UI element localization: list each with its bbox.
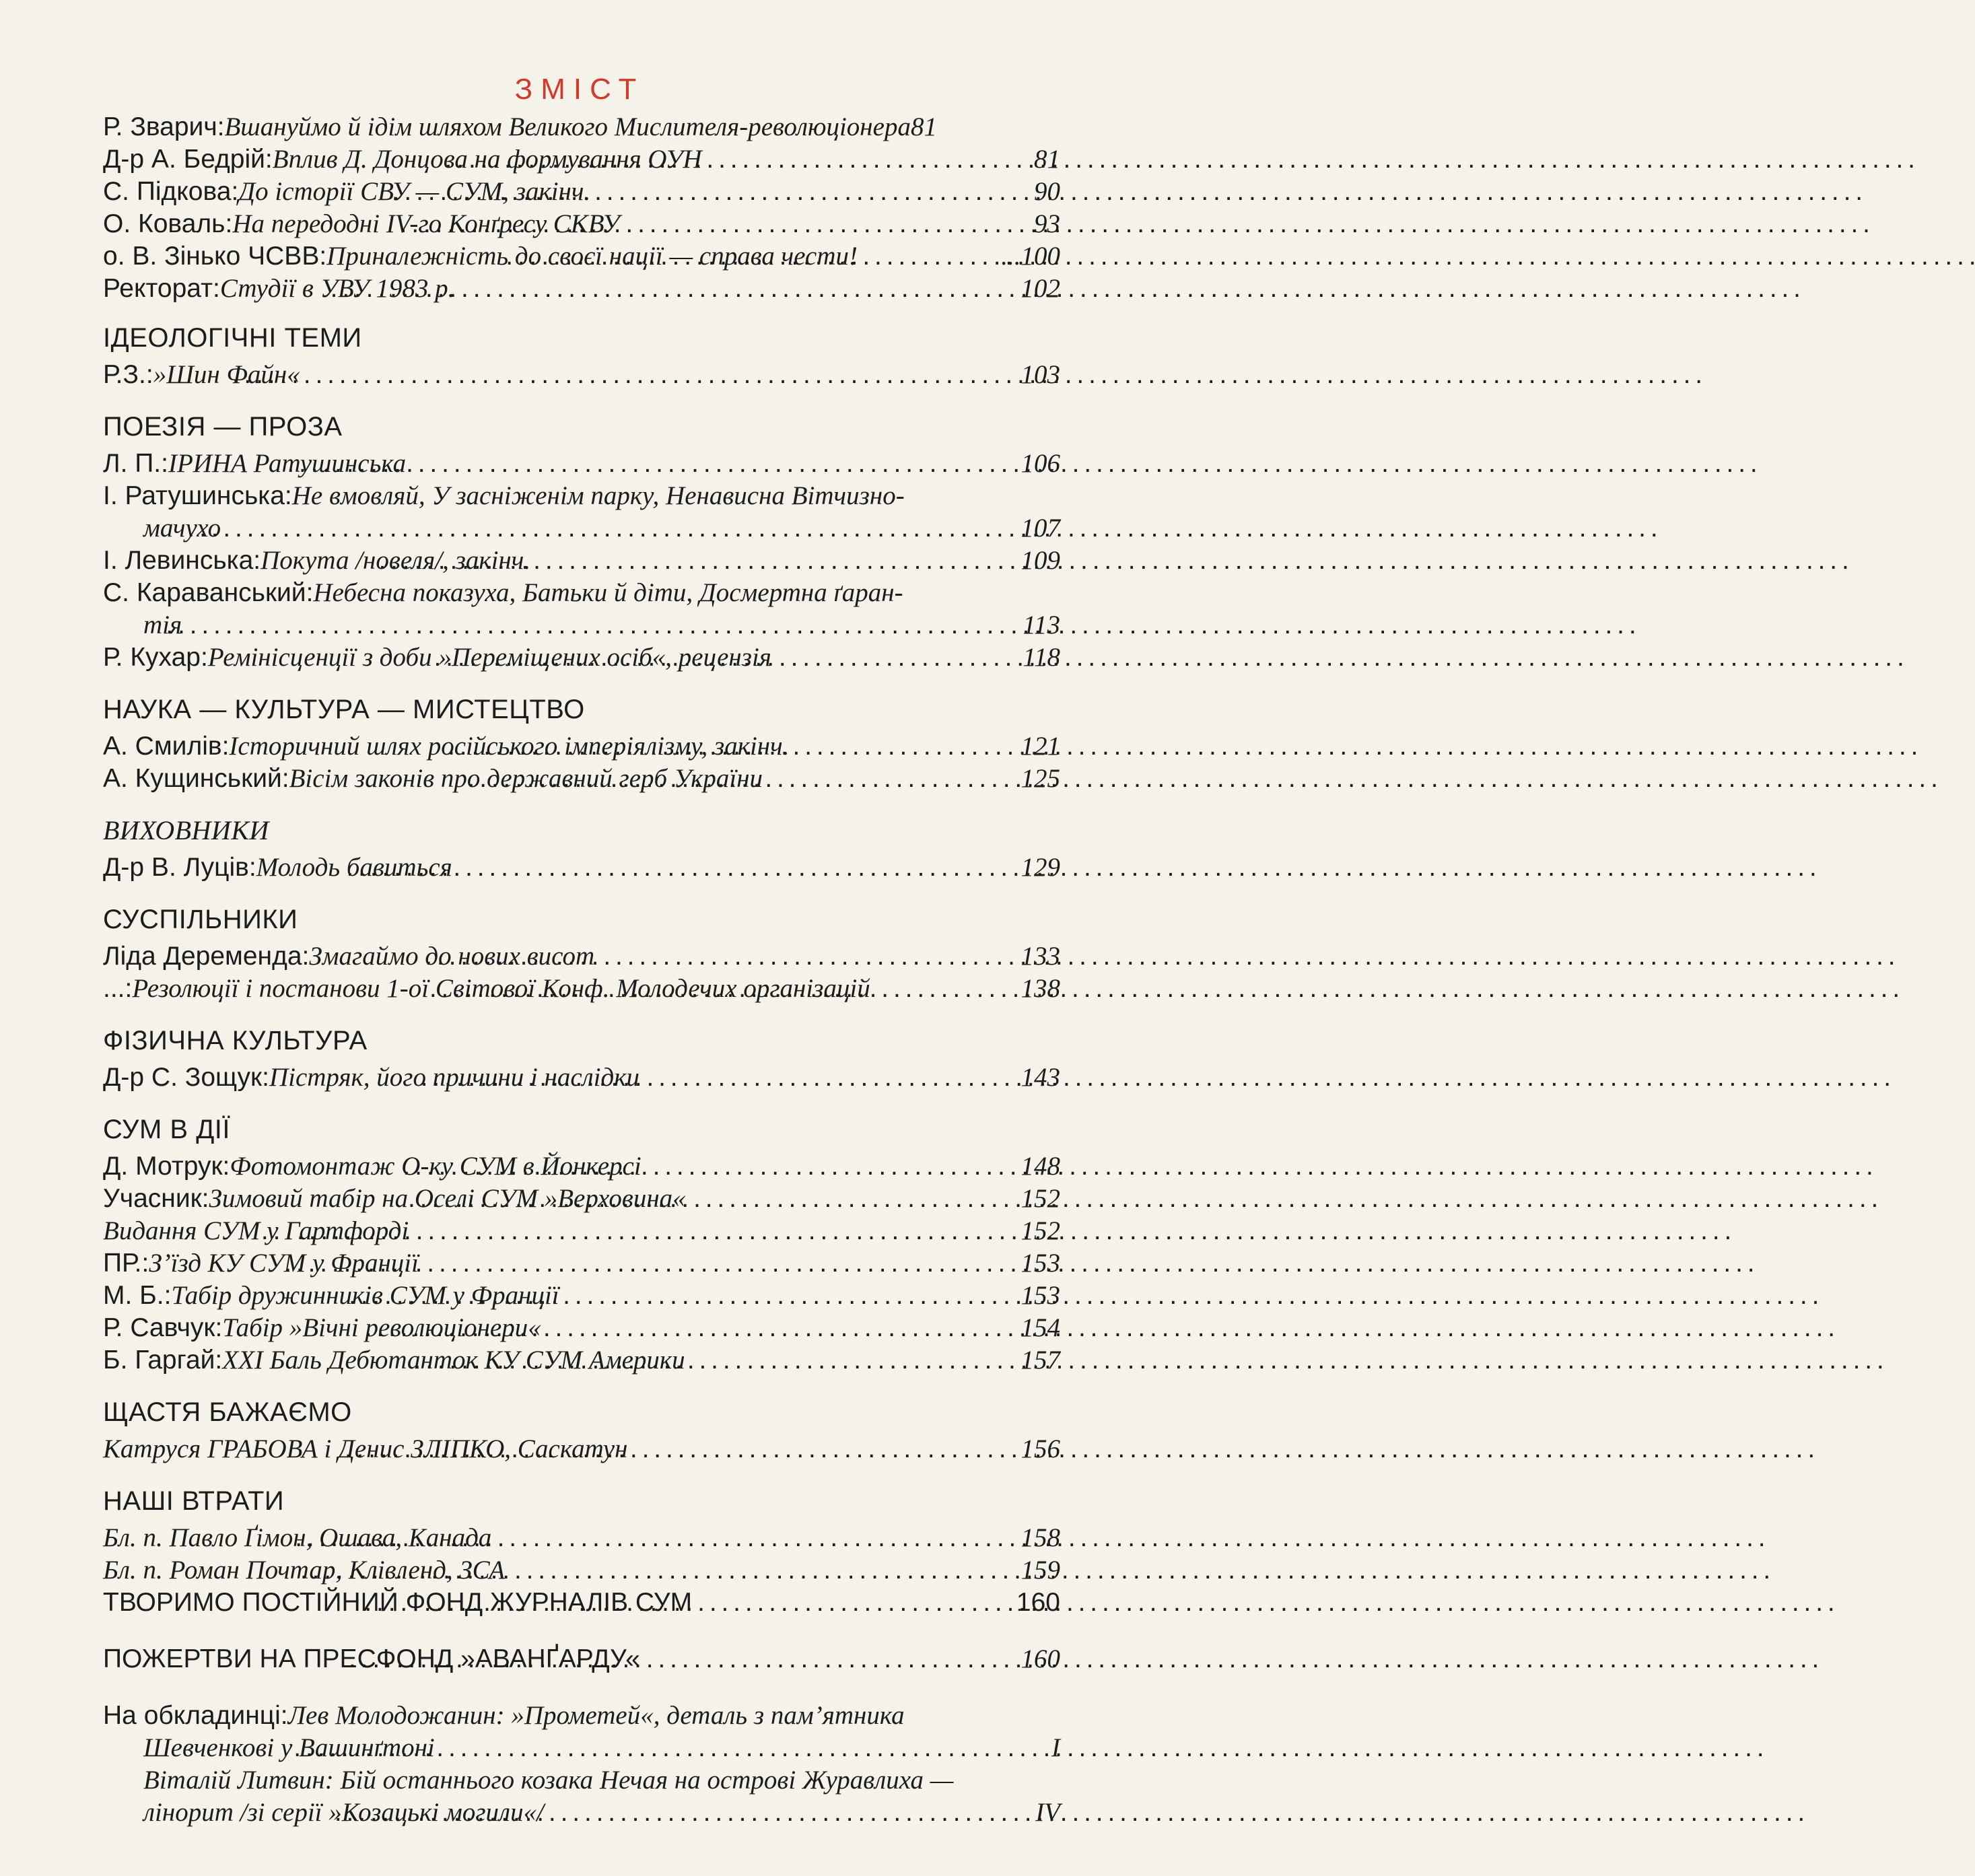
section-heading: ВИХОВНИКИ: [103, 815, 269, 845]
fund-entry: [103, 1587, 1060, 1619]
entry-title: Резолюції і постанови 1-ої Світової Конф. Молодечих організацій: [132, 974, 870, 1003]
toc-entry: [103, 1062, 1060, 1094]
dot-leader: [506, 240, 1001, 273]
entry-author: ...:: [103, 974, 133, 1003]
entry-author: І. Левинська:: [103, 546, 261, 575]
entry-title: Студії в УВУ 1983 р.: [219, 274, 455, 303]
entry-page: 103: [1020, 360, 1060, 389]
entry-title: ІРИНА Ратушинська: [168, 449, 407, 478]
entry-page: 143: [1020, 1063, 1060, 1092]
entry-title: Бл. п. Роман Почтар, Клівленд, ЗСА: [103, 1556, 506, 1585]
toc-entry: [103, 240, 1060, 273]
toc-entry-continuation: [103, 1732, 1060, 1764]
entry-page: 160: [1020, 1644, 1060, 1673]
toc-entry: [103, 1312, 1060, 1344]
toc-entry: [103, 1247, 1060, 1280]
dot-leader: [300, 1554, 1021, 1587]
entry-author: Р. Зварич:: [103, 112, 225, 141]
toc-entry: [103, 1215, 1060, 1247]
entry-page: 109: [1020, 546, 1060, 575]
entry-page: 148: [1020, 1152, 1060, 1181]
section-heading: НАУКА — КУЛЬТУРА — МИСТЕЦТВО: [103, 695, 585, 724]
entry-title: Фотомонтаж О-ку СУМ в Йонкерсі: [230, 1152, 642, 1181]
entry-title: Історичний шлях російського імперіялізму, закінч.: [229, 732, 790, 761]
entry-author: Учасник:: [103, 1184, 209, 1213]
entry-page: 113: [1023, 611, 1060, 639]
toc-entry: [103, 641, 1060, 674]
entry-author: На обкладинці:: [103, 1701, 288, 1730]
entry-page: 152: [1020, 1216, 1060, 1245]
section-heading: ФІЗИЧНА КУЛЬТУРА: [103, 1026, 368, 1055]
entry-page: IV: [1035, 1798, 1060, 1827]
toc-entry: [103, 1554, 1060, 1587]
entry-title: Табір дружинників СУМ у Франції: [171, 1281, 559, 1310]
entry-title-continuation: Шевченкові у Вашинґтоні: [143, 1733, 435, 1762]
entry-page: 90: [1034, 177, 1060, 206]
entry-page: 102: [1020, 274, 1060, 303]
entry-title: »Шин Файн«: [153, 360, 300, 389]
entry-page: I: [1051, 1733, 1060, 1762]
entry-title: Молодь бавиться: [256, 853, 452, 882]
section-heading: ЩАСТЯ БАЖАЄМО: [103, 1397, 352, 1427]
entry-page: 106: [1020, 449, 1060, 478]
entry-title: Бл. п. Павло Ґімон, Ошава, Канада: [103, 1523, 492, 1552]
entry-page: 157: [1020, 1346, 1060, 1375]
entry-title: З’їзд КУ СУМ у Франції: [149, 1249, 419, 1278]
toc-entry: [103, 480, 1060, 512]
entry-page: 107: [1020, 514, 1060, 543]
page-title: ЗМІСТ: [514, 73, 645, 106]
entry-author: М. Б.:: [103, 1281, 172, 1310]
dot-leader: [445, 143, 1034, 176]
toc-entry: [103, 730, 1060, 763]
entry-title: На передодні IV-го Конґресу СКВУ: [232, 209, 620, 238]
entry-page: 81: [1034, 145, 1060, 174]
toc-entry: [103, 111, 1060, 143]
dot-leader: [349, 1643, 1020, 1675]
toc-entry: [103, 973, 1060, 1005]
entry-page: 125: [1020, 764, 1060, 793]
entry-author: о. В. Зінько ЧСВВ:: [103, 242, 327, 271]
dot-leader: [232, 359, 1021, 391]
entry-title-continuation: лінорит /зі серії »Козацькі могили«/: [143, 1798, 544, 1827]
entry-title: Віталій Литвин: Бій останнього козака Нечая на острові Журавлиха —: [143, 1766, 954, 1795]
dot-leader: [187, 512, 1020, 545]
dot-leader: [166, 609, 1023, 641]
dot-leader: [293, 1732, 1051, 1764]
entry-title: Табір »Вічні революціонери«: [222, 1313, 541, 1342]
toc-entry-continuation: [103, 1797, 1060, 1829]
entry-author: Р. Кухар:: [103, 643, 208, 672]
dot-leader: [434, 641, 1023, 674]
dot-leader: [284, 1247, 1020, 1280]
toc-entry: [103, 1150, 1060, 1183]
dot-leader: [468, 763, 1021, 795]
dot-leader: [408, 1183, 1021, 1215]
entry-page: 118: [1023, 643, 1060, 672]
dot-leader: [378, 545, 1020, 577]
toc-entry: [103, 1280, 1060, 1312]
entry-page: 129: [1020, 853, 1060, 882]
entry-page: 121: [1020, 732, 1060, 761]
dot-leader: [345, 1433, 1021, 1465]
cover-entry: [103, 1764, 1060, 1797]
toc-entry: [103, 448, 1060, 480]
dot-leader: [365, 1312, 1021, 1344]
entry-author: Д-р А. Бедрій:: [103, 145, 273, 174]
entry-page: 153: [1020, 1249, 1060, 1278]
entry-title: ТВОРИМО ПОСТІЙНИЙ ФОНД ЖУРНАЛІВ СУМ: [103, 1588, 693, 1617]
dot-leader: [295, 1522, 1020, 1554]
toc-entry: [103, 940, 1060, 973]
entry-author: С. Караванський:: [103, 578, 314, 607]
entry-title: Лев Молодожанин: »Прометей«, деталь з пам’ятника: [287, 1701, 905, 1730]
toc-entry: [103, 763, 1060, 795]
entry-page: ...100: [1001, 242, 1060, 271]
entry-author: Б. Гаргай:: [103, 1346, 223, 1375]
entry-author: А. Кущинський:: [103, 764, 289, 793]
entry-title: Видання СУМ у Гартфорді: [103, 1216, 409, 1245]
entry-author: Ректорат:: [103, 274, 220, 303]
toc-entry: [103, 1522, 1060, 1554]
entry-title-continuation: мачухо: [143, 514, 221, 543]
entry-title: Пістряк, його причини і наслідки: [269, 1063, 639, 1092]
toc-entry: [103, 852, 1060, 884]
toc-entry-continuation: [103, 512, 1060, 545]
toc-entry-continuation: [103, 609, 1060, 641]
section-heading: СУМ В ДІЇ: [103, 1115, 231, 1144]
section-heading: СУСПІЛЬНИКИ: [103, 905, 298, 934]
entry-title: До історії СВУ — СУМ, закінч.: [238, 177, 591, 206]
entry-page: 93: [1034, 209, 1060, 238]
section-heading: ПОЕЗІЯ — ПРОЗА: [103, 412, 343, 442]
entry-author: Р. Савчук:: [103, 1313, 223, 1342]
entry-author: Д-р С. Зощук:: [103, 1063, 269, 1092]
toc-entry: [103, 143, 1060, 176]
entry-author: Ліда Деременда:: [103, 942, 310, 971]
cover-entry: [103, 1700, 1060, 1732]
dot-leader: [335, 1797, 1035, 1829]
entry-title: Небесна показуха, Батьки й діти, Досмертна ґаран-: [313, 578, 903, 607]
entry-author: І. Ратушинська:: [103, 481, 292, 510]
entry-title: Ремінісценції з доби »Переміщених осіб«, рецензія: [207, 643, 771, 672]
section-heading: НАШІ ВТРАТИ: [103, 1486, 285, 1516]
dot-leader: [331, 273, 1021, 305]
entry-title: ПОЖЕРТВИ НА ПРЕСФОНД »АВАНҐАРДУ«: [103, 1644, 640, 1673]
toc-entry: [103, 208, 1060, 240]
entry-title-continuation: тія: [143, 611, 182, 639]
section-heading: ІДЕОЛОГІЧНІ ТЕМИ: [103, 323, 362, 353]
toc-entry: [103, 176, 1060, 208]
entry-title: Приналежність до своєї нації — справа чести!: [326, 242, 858, 271]
dot-leader: [346, 852, 1020, 884]
entry-title: Покута /новеля/, закінч.: [261, 546, 531, 575]
entry-author: О. Коваль:: [103, 209, 233, 238]
contents-list: [103, 111, 1060, 1829]
dot-leader: [429, 973, 1021, 1005]
entry-title: XXI Баль Дебютанток КУ СУМ Америки: [222, 1346, 685, 1375]
dot-leader: [448, 730, 1020, 763]
entry-page: 158: [1020, 1523, 1060, 1552]
entry-title: Не вмовляй, У засніженім парку, Ненависна Вітчизно-: [291, 481, 905, 510]
entry-page: 152: [1020, 1184, 1060, 1213]
toc-entry: [103, 1183, 1060, 1215]
entry-title: Вшануймо й ідім шляхом Великого Мислителя-революціонера: [224, 112, 911, 141]
dot-leader: [403, 1150, 1021, 1183]
dot-leader: [425, 940, 1020, 973]
entry-author: Д-р В. Луців:: [103, 853, 256, 882]
dot-leader: [349, 1280, 1020, 1312]
dot-leader: [261, 1215, 1021, 1247]
entry-author: Л. П.:: [103, 449, 168, 478]
entry-page: 156: [1020, 1434, 1060, 1463]
entry-title: Вплив Д. Донцова на формування ОУН: [272, 145, 702, 174]
entry-title: Вісім законів про державний герб України: [289, 764, 763, 793]
dot-leader: [421, 1062, 1021, 1094]
toc-entry: [103, 1344, 1060, 1377]
entry-author: С. Підкова:: [103, 177, 239, 206]
dot-leader: [364, 1587, 1016, 1619]
entry-page: 133: [1020, 942, 1060, 971]
entry-page: 153: [1020, 1281, 1060, 1310]
donations-entry: [103, 1643, 1060, 1675]
entry-author: А. Смилів:: [103, 732, 230, 761]
entry-page: 81: [910, 112, 937, 141]
toc-entry: [103, 359, 1060, 391]
entry-author: Д. Мотрук:: [103, 1152, 230, 1181]
dot-leader: [413, 1344, 1020, 1377]
toc-entry: [103, 1433, 1060, 1465]
dot-leader: [287, 448, 1020, 480]
dot-leader: [392, 176, 1034, 208]
entry-author: ПР.:: [103, 1249, 149, 1278]
entry-author: Р.З.:: [103, 360, 153, 389]
entry-page: 160: [1016, 1588, 1060, 1617]
entry-title: Змагаймо до нових висот: [309, 942, 595, 971]
entry-page: 159: [1020, 1556, 1060, 1585]
toc-entry: [103, 545, 1060, 577]
dot-leader: [400, 208, 1034, 240]
entry-title: Катруся ГРАБОВА і Денис ЗЛІПКО, Саскатун: [103, 1434, 628, 1463]
toc-entry: [103, 273, 1060, 305]
entry-title: Зимовий табір на Оселі СУМ »Верховина«: [209, 1184, 686, 1213]
entry-page: 138: [1020, 974, 1060, 1003]
entry-page: 154: [1020, 1313, 1060, 1342]
toc-entry: [103, 577, 1060, 609]
